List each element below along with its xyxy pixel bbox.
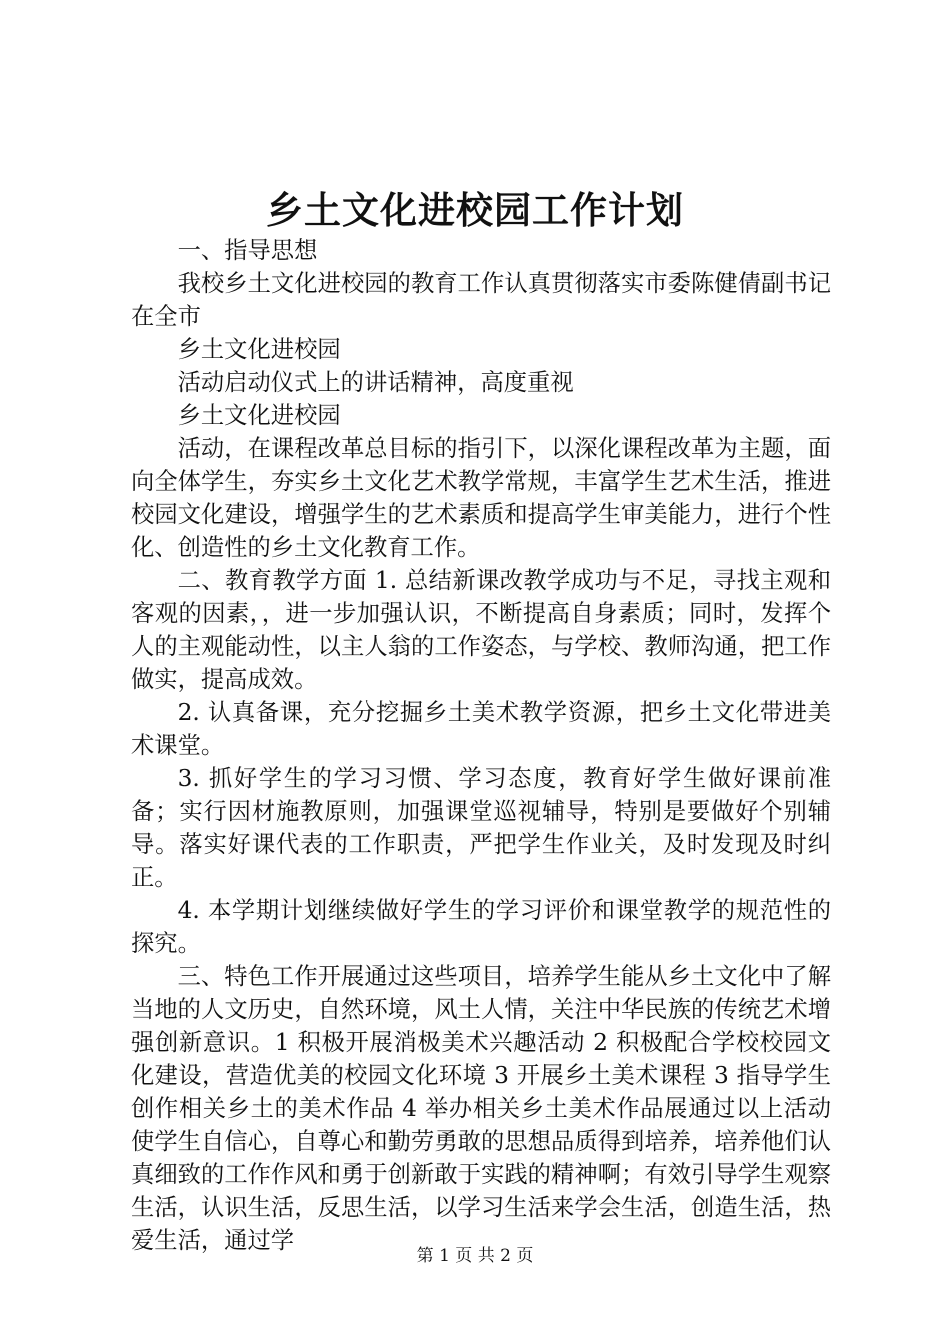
page-title: 乡土文化进校园工作计划 — [266, 188, 684, 232]
document-body — [131, 234, 831, 1257]
section-special-work: 三、特色工作开展通过这些项目，培养学生能从乡土文化中了解当地的人文历史，自然环境，风土人情，关注中华民族的传统艺术增强创新意识。1 积极开展消极美术兴趣活动 2 积极配合学校校园文化建设，营造优美的校园文化环境 3 开展乡土美术课程 3 指导学生创作相关乡土的美术作品 4 举办相关乡土美术作品展通过以上活动使学生自信心，自尊心和勤劳勇敢的思想品质得到培养，培养他们认真细致的工作作风和勇于创新敢于实践的精神啊；有效引导学生观察生活，认识生活，反思生活，以学习生活来学会生活，创造生活，热爱生活，通过学 — [131, 963, 831, 1254]
list-item: 4. 本学期计划继续做好学生的学习评价和课堂教学的规范性的探究。 — [131, 897, 831, 957]
paragraph: 活动，在课程改革总目标的指引下，以深化课程改革为主题，面向全体学生，夯实乡土文化艺术教学常规，丰富学生艺术生活，推进校园文化建设，增强学生的艺术素质和提高学生审美能力，进行个性化、创造性的乡土文化教育工作。 — [131, 435, 831, 561]
list-item: 2. 认真备课，充分挖掘乡土美术教学资源，把乡土文化带进美术课堂。 — [131, 699, 831, 759]
page-number-footer: 第 1 页 共 2 页 — [416, 1246, 534, 1266]
section-education-teaching: 二、教育教学方面 1. 总结新课改教学成功与不足，寻找主观和客观的因素，，进一步加强认识，不断提高自身素质；同时，发挥个人的主观能动性，以主人翁的工作姿态，与学校、教师沟通，把工作做实，提高成效。 — [131, 567, 831, 693]
paragraph: 乡土文化进校园 — [177, 402, 341, 429]
list-item: 3. 抓好学生的学习习惯、学习态度，教育好学生做好课前准备；实行因材施教原则，加强课堂巡视辅导，特别是要做好个别辅导。落实好课代表的工作职责，严把学生作业关，及时发现及时纠正。 — [131, 765, 831, 891]
paragraph: 乡土文化进校园 — [177, 336, 341, 363]
paragraph: 活动启动仪式上的讲话精神，高度重视 — [177, 369, 574, 396]
paragraph: 我校乡土文化进校园的教育工作认真贯彻落实市委陈健倩副书记在全市 — [131, 270, 831, 330]
section-heading-guiding-ideology: 一、指导思想 — [177, 237, 318, 264]
